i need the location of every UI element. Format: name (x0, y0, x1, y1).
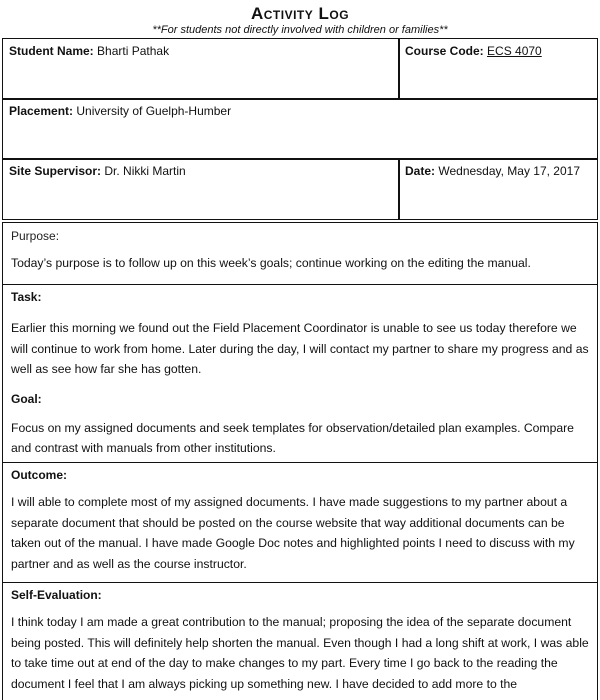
placement-label: Placement: (9, 104, 74, 118)
outcome-text: I will able to complete most of my assigned documents. I have made suggestions to my partner about a separate document that should be posted on the course website that way additional documents can be taken out of the manual. I have made Google Doc notes and highlighted points I need to discuss with my partner and as well as the course instructor. (11, 495, 575, 571)
supervisor-value: Dr. Nikki Martin (104, 164, 186, 178)
document-subtitle: **For students not directly involved with children or families** (152, 24, 448, 36)
self-evaluation-text: I think today I am made a great contribution to the manual; proposing the idea of the separate document being posted. This will definitely help shorten the manual. Even though I had a long shift at work, I was able to take time out at end of the day to make changes to my part. Every time I go back to the reading the document I feel that I am always picking up something new. I have decided to add more to the (11, 615, 589, 691)
student-name-label: Student Name: (9, 44, 94, 58)
placement-value: University of Guelph-Humber (76, 104, 232, 118)
outcome-heading: Outcome: (11, 468, 68, 482)
goal-heading: Goal: (11, 391, 42, 406)
course-code-label: Course Code: (405, 44, 484, 58)
course-code-value: ECS 4070 (487, 44, 542, 58)
date-cell (398, 158, 598, 220)
supervisor-label: Site Supervisor: (9, 164, 102, 178)
self-evaluation-heading: Self-Evaluation: (11, 588, 102, 602)
supervisor-cell (2, 158, 400, 220)
purpose-heading: Purpose: (11, 229, 60, 243)
outcome-section (2, 462, 598, 582)
course-code-cell (398, 38, 598, 100)
purpose-text: Today’s purpose is to follow up on this week’s goals; continue working on the editing the manual. (11, 256, 531, 270)
student-name-value: Bharti Pathak (97, 44, 170, 58)
self-evaluation-section (2, 582, 598, 700)
document-title: Activity Log (250, 4, 350, 23)
date-value: Wednesday, May 17, 2017 (438, 164, 581, 178)
task-heading: Task: (11, 290, 42, 304)
student-name-cell (2, 38, 400, 100)
placement-cell (2, 98, 598, 160)
goal-text: Focus on my assigned documents and seek templates for observation/detailed plan examples. Compare and contrast with manuals from other institutions. (11, 420, 574, 455)
task-section (2, 284, 598, 462)
date-label: Date: (405, 164, 436, 178)
task-text: Earlier this morning we found out the Field Placement Coordinator is unable to see us today therefore we will continue to work from home. Later during the day, I will contact my partner to share my progress and as well as see how far she has gotten. (11, 321, 589, 376)
purpose-section (2, 222, 598, 284)
